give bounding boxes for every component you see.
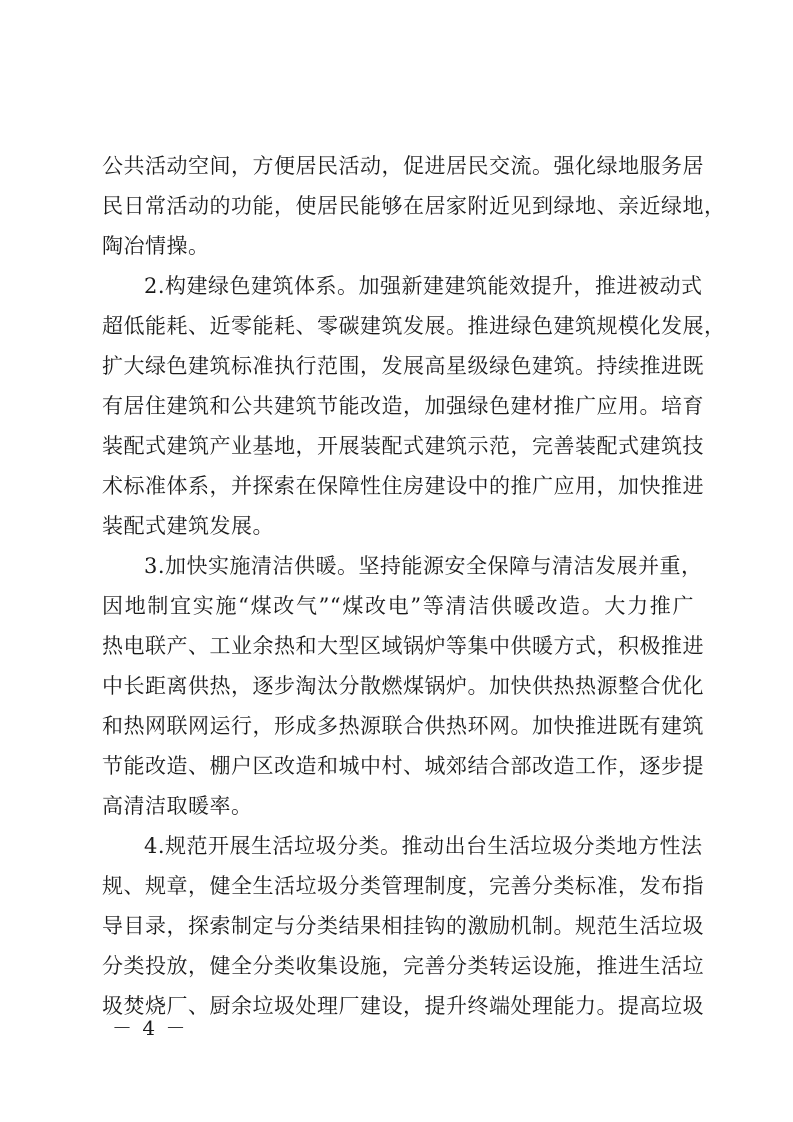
text-line: 装配式建筑发展。 (102, 514, 274, 538)
text-line: 3.加快实施清洁供暖。坚持能源安全保障与清洁发展并重， (144, 554, 703, 578)
text-line: 2.构建绿色建筑体系。加强新建建筑能效提升，推进被动式 (144, 274, 703, 298)
paragraph-green-building (102, 266, 726, 546)
page-number: － 4 － (112, 1016, 188, 1040)
text-line: 分类投放，健全分类收集设施，完善分类转运设施，推进生活垃 (102, 954, 704, 978)
text-line: 公共活动空间，方便居民活动，促进居民交流。强化绿地服务居 (102, 154, 704, 178)
text-line: 高清洁取暖率。 (102, 794, 253, 818)
text-line: 装配式建筑产业基地，开展装配式建筑示范，完善装配式建筑技 (102, 434, 704, 458)
text-line: 圾焚烧厂、厨余垃圾处理厂建设，提升终端处理能力。提高垃圾 (102, 994, 704, 1018)
paragraph-green-space (102, 146, 726, 266)
text-line: 因地制宜实施“煤改气”“煤改电”等清洁供暖改造。大力推广 (102, 594, 694, 618)
text-line: 热电联产、工业余热和大型区域锅炉等集中供暖方式，积极推进 (102, 634, 704, 658)
paragraph-waste-sorting (102, 826, 704, 1026)
text-line: 陶冶情操。 (102, 234, 210, 258)
text-line: 民日常活动的功能，使居民能够在居家附近见到绿地、亲近绿地， (102, 194, 726, 218)
text-line: 扩大绿色建筑标准执行范围，发展高星级绿色建筑。持续推进既 (102, 354, 704, 378)
text-line: 节能改造、棚户区改造和城中村、城郊结合部改造工作，逐步提 (102, 754, 704, 778)
text-line: 有居住建筑和公共建筑节能改造，加强绿色建材推广应用。培育 (102, 394, 704, 418)
paragraph-clean-heating (102, 546, 704, 826)
text-line: 导目录，探索制定与分类结果相挂钩的激励机制。规范生活垃圾 (102, 914, 704, 938)
text-line: 4.规范开展生活垃圾分类。推动出台生活垃圾分类地方性法 (144, 834, 703, 858)
document-body (102, 146, 726, 1026)
text-line: 超低能耗、近零能耗、零碳建筑发展。推进绿色建筑规模化发展， (102, 314, 726, 338)
text-line: 和热网联网运行，形成多热源联合供热环网。加快推进既有建筑 (102, 714, 704, 738)
text-line: 术标准体系，并探索在保障性住房建设中的推广应用，加快推进 (102, 474, 704, 498)
text-line: 规、规章，健全生活垃圾分类管理制度，完善分类标准，发布指 (102, 874, 704, 898)
text-line: 中长距离供热，逐步淘汰分散燃煤锅炉。加快供热热源整合优化 (102, 674, 704, 698)
